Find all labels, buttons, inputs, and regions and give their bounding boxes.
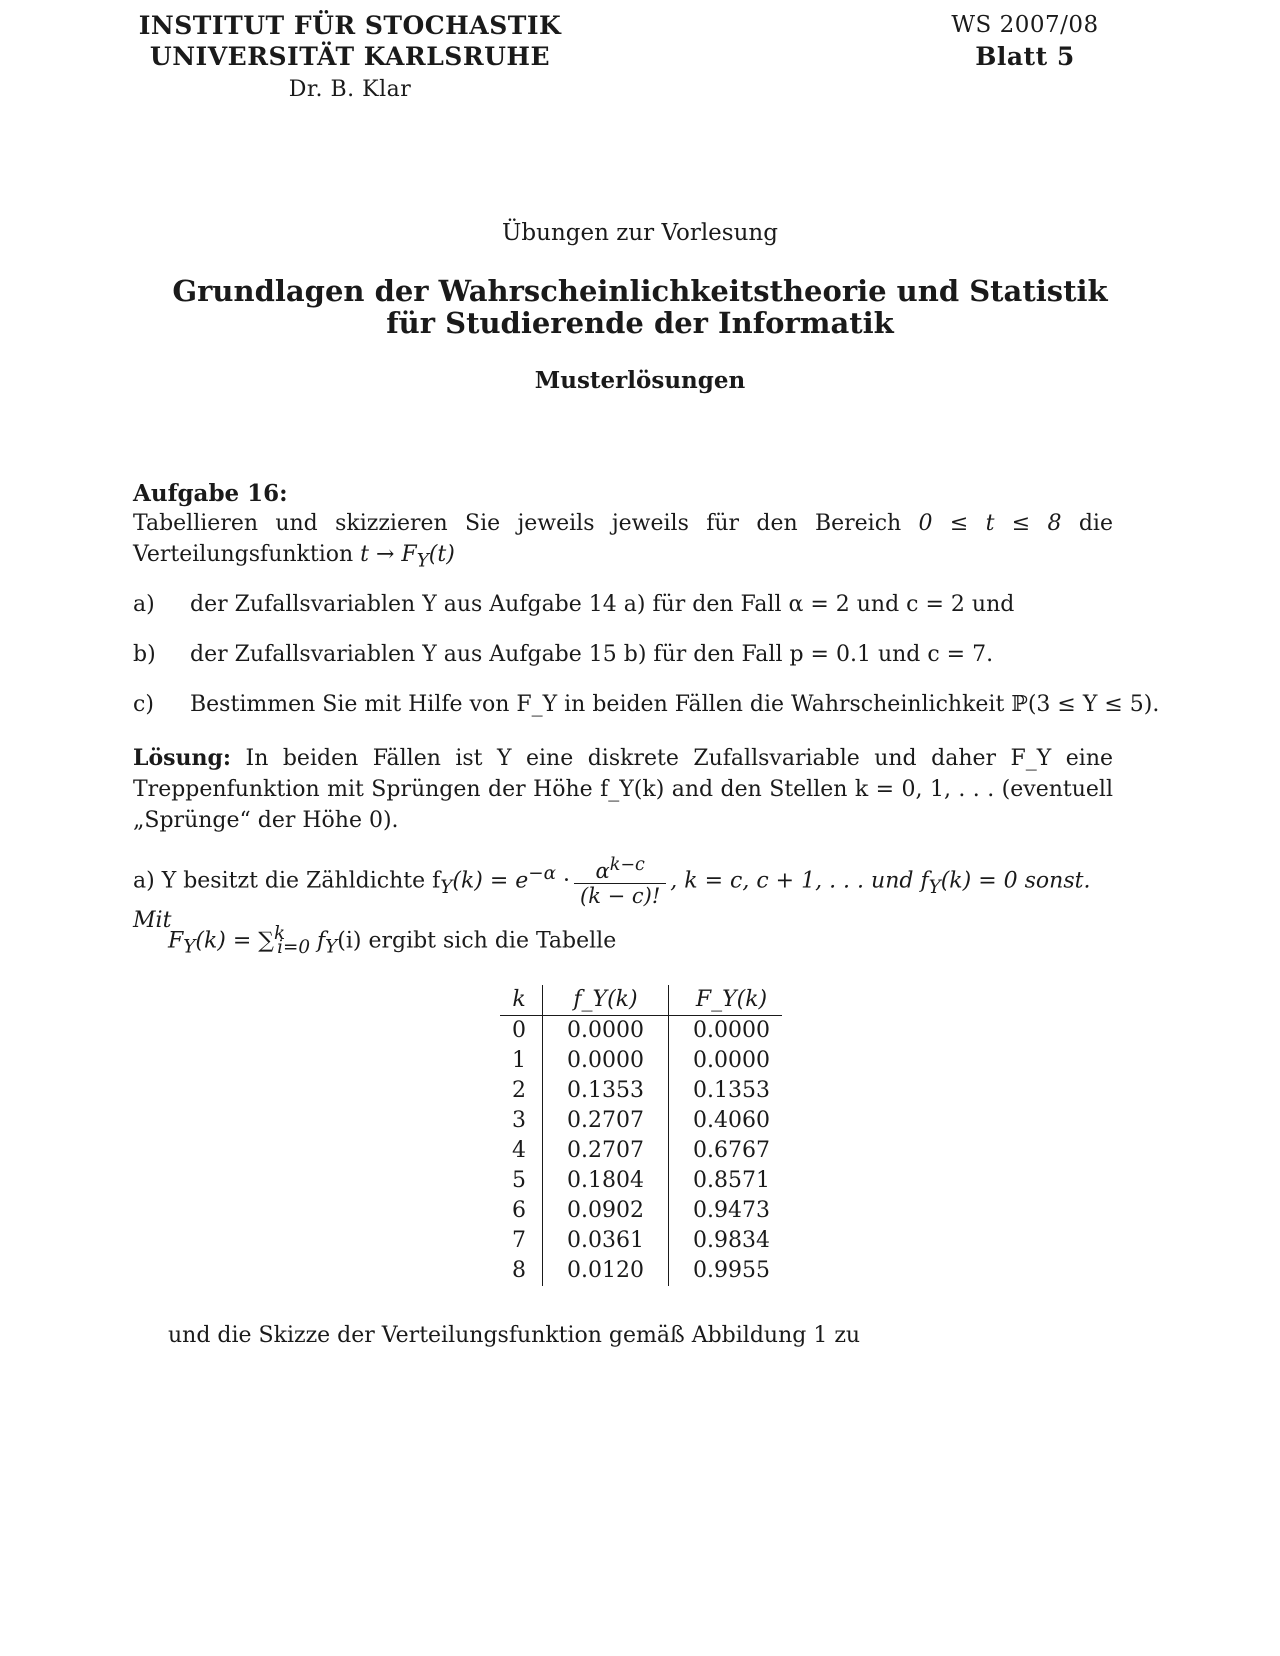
sum-lower: i=0 <box>277 936 310 958</box>
dot-operator: · <box>556 868 571 894</box>
part-a-line-2 <box>168 923 616 958</box>
header-pmf: f_Y(k) <box>543 985 669 1016</box>
cell-pmf: 0.0000 <box>543 1046 669 1076</box>
sub-y-2: Y <box>928 876 941 898</box>
solution-text: In beiden Fällen ist Y eine diskrete Zufallsvariable und daher F_Y eine Treppenfunktion mit Sprüngen der Höhe f_Y(k) and den Stellen k = 0, 1, . . . (eventuell „Sprünge“ der Höhe 0). <box>133 746 1114 833</box>
table-row <box>500 1046 782 1076</box>
task-text-prefix: Tabellieren und skizzieren Sie jeweils jeweils für den Bereich <box>133 511 919 536</box>
cell-k: 3 <box>500 1106 543 1136</box>
value-table <box>500 985 782 1286</box>
item-text: der Zufallsvariablen Y aus Aufgabe 15 b) für den Fall p = 0.1 und c = 7. <box>190 642 994 667</box>
author-name: Dr. B. Klar <box>288 77 412 102</box>
cell-cdf: 0.9473 <box>692 1198 770 1223</box>
cell-cdf: 0.0000 <box>692 1048 770 1073</box>
task-range: 0 ≤ t ≤ 8 <box>918 511 1062 536</box>
distribution-table <box>500 985 782 1286</box>
semester: WS 2007/08 <box>951 12 1099 38</box>
table-row <box>500 1016 782 1047</box>
table-row <box>500 1226 782 1256</box>
fraction <box>574 855 666 908</box>
sum-upper: k <box>274 923 286 944</box>
cell-k: 2 <box>500 1076 543 1106</box>
table-row <box>500 1256 782 1286</box>
sub-y-4: Y <box>325 936 338 958</box>
cell-pmf: 0.0902 <box>543 1196 669 1226</box>
header-left <box>130 10 570 105</box>
header-cdf: F_Y(k) <box>668 985 781 1016</box>
university-name: UNIVERSITÄT KARLSRUHE <box>149 42 551 71</box>
sub-y-3: Y <box>183 936 196 958</box>
cell-k: 5 <box>500 1166 543 1196</box>
part-a-suffix: , k = c, c + 1, . . . und f <box>670 868 929 894</box>
header-right <box>930 10 1120 72</box>
table-row <box>500 1076 782 1106</box>
cell-k: 1 <box>500 1046 543 1076</box>
cell-cdf: 0.9834 <box>692 1228 770 1253</box>
cell-cdf: 0.0000 <box>692 1018 770 1043</box>
task-text-middle: die Verteilungsfunktion <box>133 511 1113 567</box>
cell-cdf: 0.6767 <box>692 1138 770 1163</box>
cell-pmf: 0.2707 <box>543 1106 669 1136</box>
item-label: a) <box>133 592 155 617</box>
item-text: Bestimmen Sie mit Hilfe von F_Y in beiden Fällen die Wahrscheinlichkeit ℙ(3 ≤ Y ≤ 5). <box>190 692 1160 717</box>
cell-k: 6 <box>500 1196 543 1226</box>
cell-cdf: 0.1353 <box>692 1078 770 1103</box>
cell-pmf: 0.0361 <box>543 1226 669 1256</box>
sub-y: Y <box>440 876 453 898</box>
task-text <box>133 508 1113 576</box>
cell-k: 0 <box>500 1016 543 1047</box>
table-row <box>500 1106 782 1136</box>
cell-cdf: 0.8571 <box>692 1168 770 1193</box>
part-a-formula <box>133 855 1113 933</box>
table-header-row <box>500 985 782 1016</box>
cell-pmf: 0.0120 <box>543 1256 669 1286</box>
part-a-line-2-rest: (i) ergibt sich die Tabelle <box>337 928 617 954</box>
title-line-1: Grundlagen der Wahrscheinlichkeitstheorie und Statistik <box>172 274 1108 308</box>
solution-paragraph <box>133 743 1113 836</box>
part-a-prefix: a) Y besitzt die Zähldichte f <box>133 868 441 894</box>
lecture-title <box>0 275 1280 339</box>
title-line-2: für Studierende der Informatik <box>386 306 894 340</box>
table-row <box>500 1166 782 1196</box>
fraction-numerator <box>574 855 666 883</box>
part-a-suffix2: (k) = 0 sonst. Mit <box>133 868 1091 933</box>
pmf-symbol: f <box>310 928 326 954</box>
task-func-sub: Y <box>416 550 429 572</box>
solution-label: Lösung: <box>133 745 232 771</box>
table-body <box>500 1016 782 1287</box>
numerator-base: α <box>595 859 610 883</box>
sum-expr: (k) = ∑ <box>195 928 274 954</box>
task-title: Aufgabe 16: <box>133 480 288 507</box>
numerator-exp: k−c <box>609 855 645 875</box>
closing-sentence: und die Skizze der Verteilungsfunktion gemäß Abbildung 1 zu <box>168 1323 861 1348</box>
solutions-heading: Musterlösungen <box>534 367 746 394</box>
task-func: t → F <box>360 542 417 567</box>
item-text: der Zufallsvariablen Y aus Aufgabe 14 a) für den Fall α = 2 und c = 2 und <box>190 592 1015 617</box>
cell-k: 7 <box>500 1226 543 1256</box>
cell-pmf: 0.0000 <box>543 1016 669 1047</box>
exp-alpha: −α <box>528 863 557 885</box>
fraction-denominator: (k − c)! <box>574 883 666 908</box>
task-func-arg: (t) <box>428 542 455 567</box>
cell-cdf: 0.9955 <box>692 1258 770 1283</box>
header-k: k <box>500 985 543 1016</box>
cell-cdf: 0.4060 <box>692 1108 770 1133</box>
cell-pmf: 0.1804 <box>543 1166 669 1196</box>
item-label: c) <box>133 692 154 717</box>
cdf-symbol: F <box>168 928 184 954</box>
institute-name: INSTITUT FÜR STOCHASTIK <box>138 11 562 40</box>
table-row <box>500 1136 782 1166</box>
cell-k: 8 <box>500 1256 543 1286</box>
table-row <box>500 1196 782 1226</box>
item-label: b) <box>133 642 156 667</box>
cell-pmf: 0.2707 <box>543 1136 669 1166</box>
cell-pmf: 0.1353 <box>543 1076 669 1106</box>
density-lhs: (k) = e <box>452 868 529 894</box>
sheet-number: Blatt 5 <box>975 42 1075 71</box>
lecture-subtitle: Übungen zur Vorlesung <box>502 220 778 246</box>
cell-k: 4 <box>500 1136 543 1166</box>
